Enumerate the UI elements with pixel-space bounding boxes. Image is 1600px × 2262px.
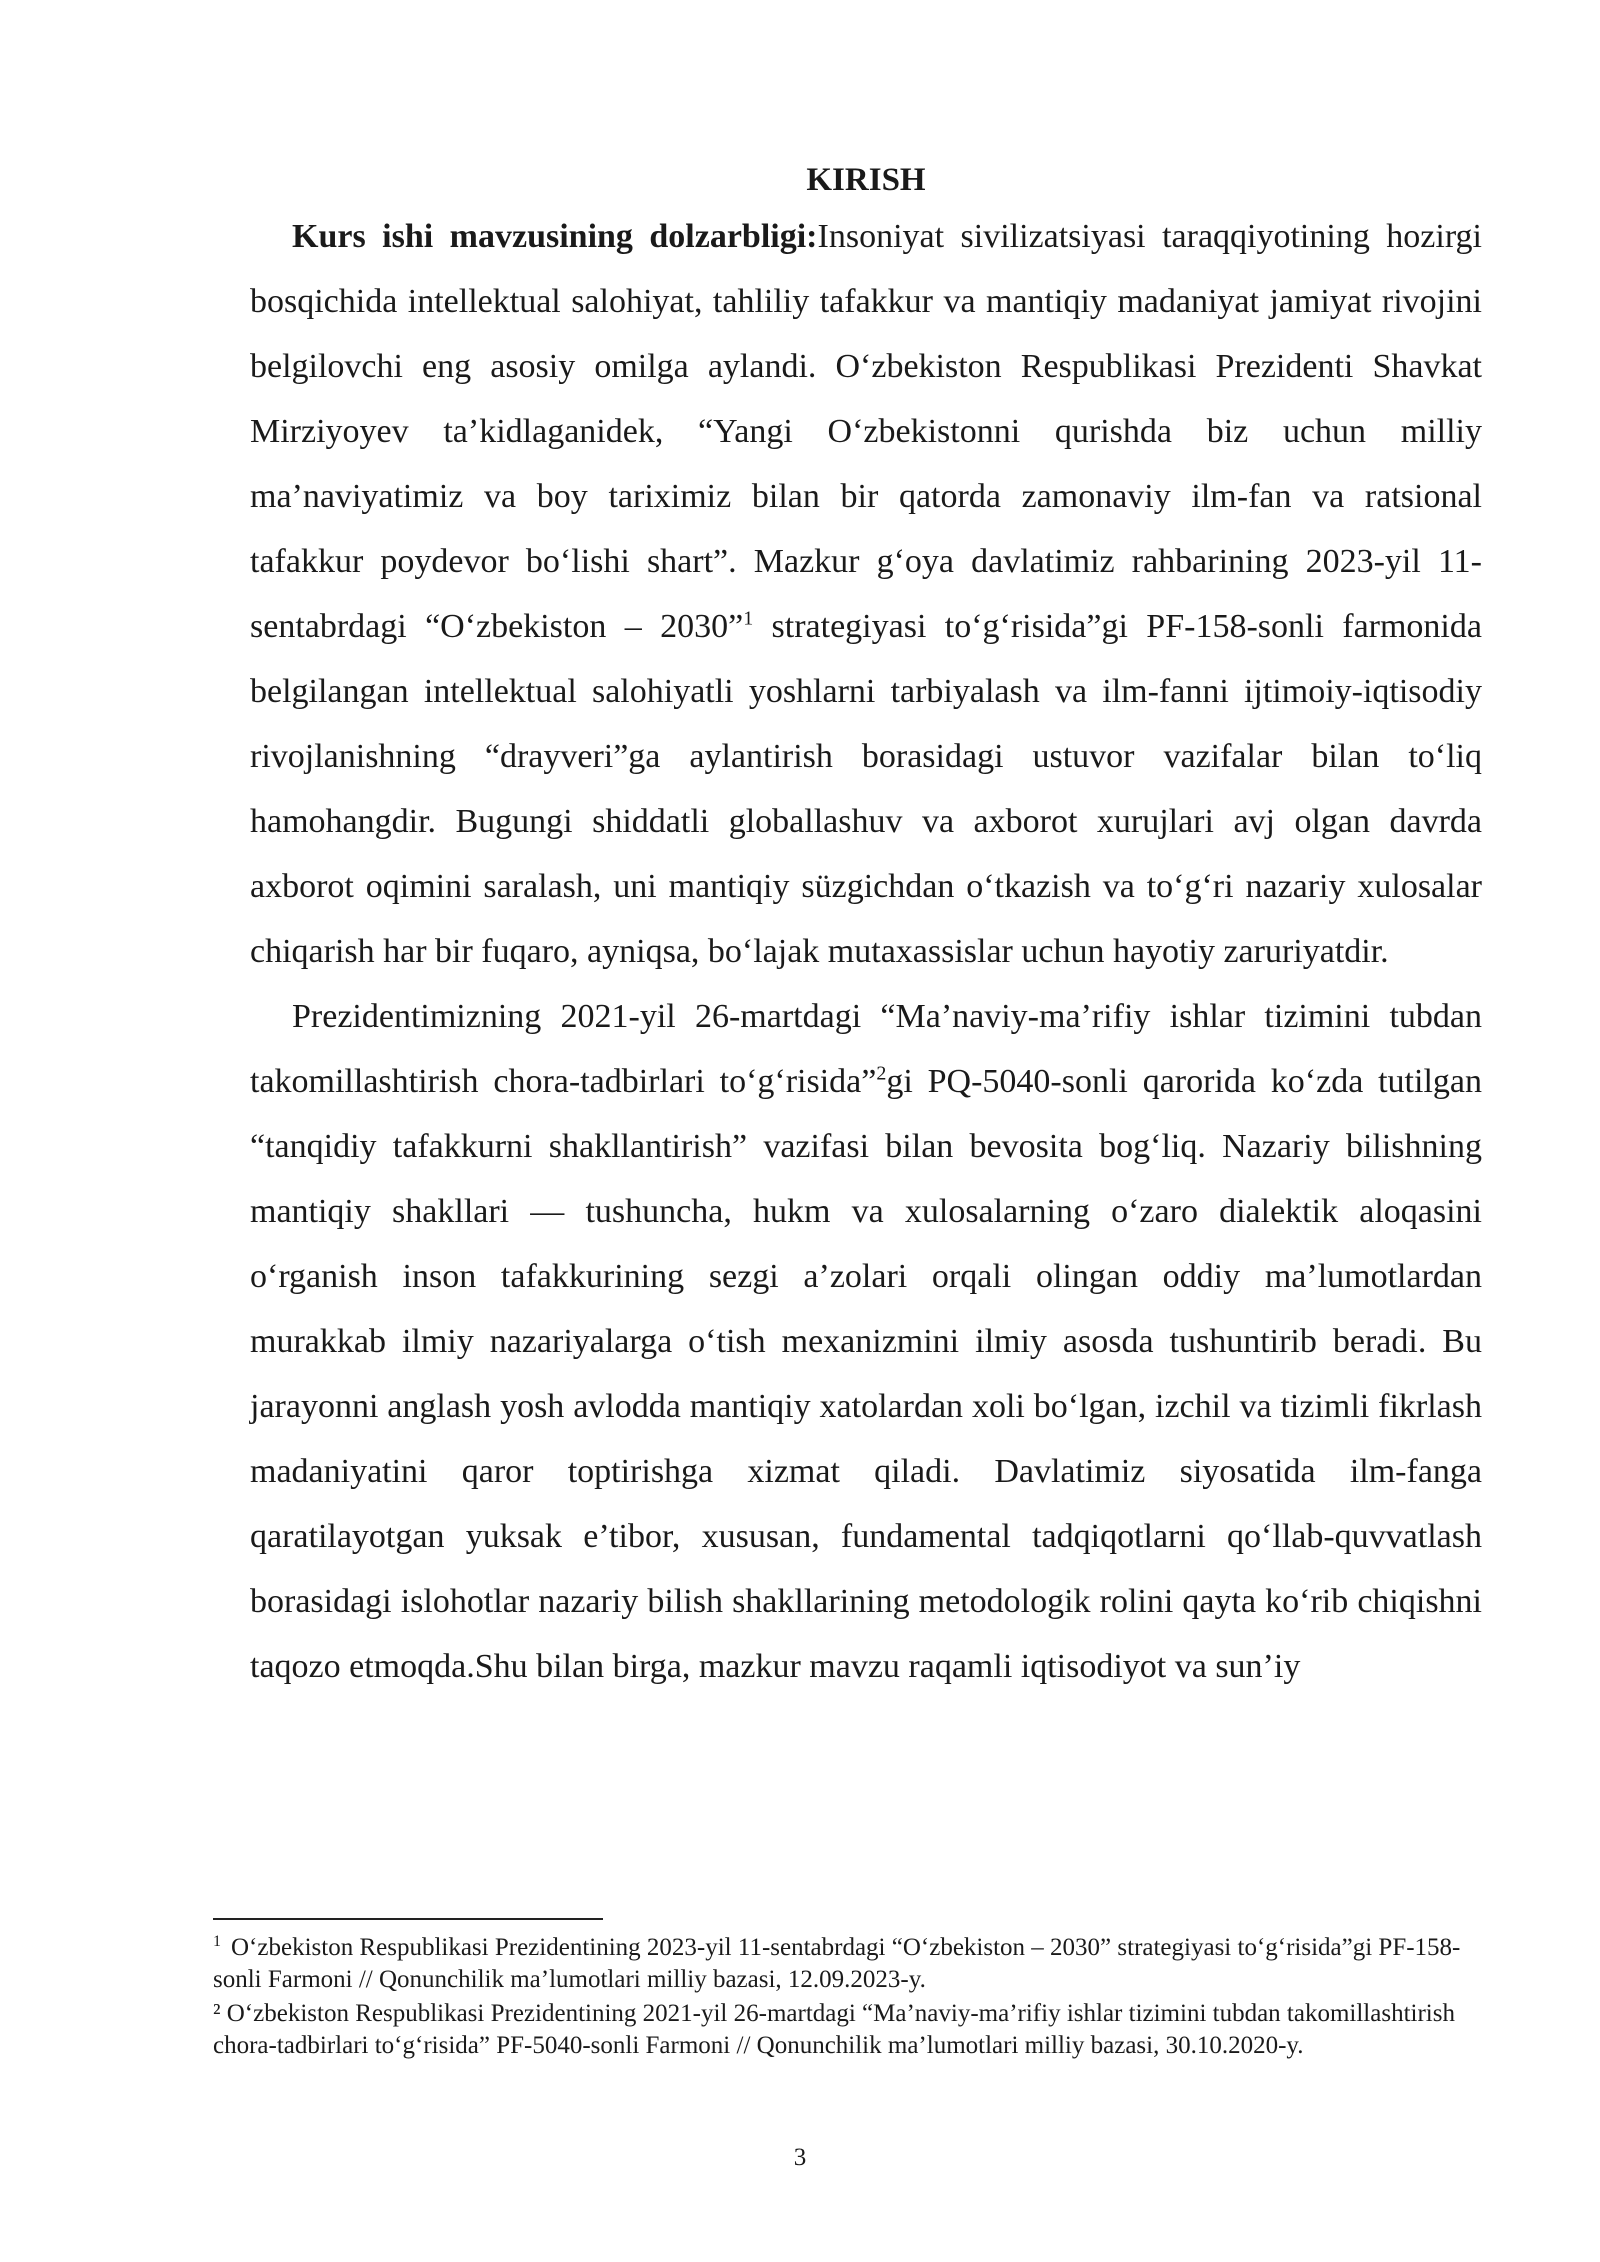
footnote-item bbox=[213, 1998, 1483, 2062]
paragraph-lead: Kurs ishi mavzusining dolzarbligi: bbox=[292, 218, 818, 255]
paragraph-text: gi PQ-5040-sonli qarorida ko‘zda tutilgan “tanqidiy tafakkurni shakllantirish” vazifasi bilan bevosita bog‘liq. Nazariy bilishning mantiqiy shakllari — tushuncha, hukm va xulosalarning o‘zaro dialektik aloqasini o‘rganish inson tafakkurining sezgi a’zolari orqali olingan oddiy ma’lumotlardan murakkab ilmiy nazariyalarga o‘tish mexanizmini ilmiy asosda tushuntirib beradi. Bu jarayonni anglash yosh avlodda mantiqiy xatolardan xoli bo‘lgan, izchil va tizimli fikrlash madaniyatini qaror toptirishga xizmat qiladi. Davlatimiz siyosatida ilm-fanga qaratilayotgan yuksak e’tibor, xususan, fundamental tadqiqotlarni qo‘llab-quvvatlash borasidagi islohotlar nazariy bilish shakllarining metodologik rolini qayta ko‘rib chiqishni taqozo etmoqda.Shu bilan birga, mazkur mavzu raqamli iqtisodiyot va sun’iy bbox=[250, 1063, 1482, 1685]
footnote-text: O‘zbekiston Respublikasi Prezidentining 2021-yil 26-martdagi “Ma’naviy-ma’rifiy ishlar tizimini tubdan takomillashtirish chora-tadbirlari to‘g‘risida” PF-5040-sonli Farmoni // Qonunchilik ma’lumotlari milliy bazasi, 30.10.2020-y. bbox=[213, 2000, 1455, 2059]
page-heading: KIRISH bbox=[806, 162, 926, 198]
footnote-reference[interactable]: 2 bbox=[876, 1062, 887, 1085]
paragraph-relevance bbox=[250, 204, 1482, 984]
footnote-reference[interactable]: 1 bbox=[743, 607, 754, 630]
footnote-mark: 1 bbox=[213, 1932, 221, 1950]
footnote-text: O‘zbekiston Respublikasi Prezidentining 2023-yil 11-sentabrdagi “O‘zbekiston – 2030” strategiyasi to‘g‘risida”gi PF-158-sonli Farmoni // Qonunchilik ma’lumotlari milliy bazasi, 12.09.2023-y. bbox=[213, 1934, 1461, 1993]
paragraph-text: Insoniyat sivilizatsiyasi taraqqiyotining hozirgi bosqichida intellektual salohiyat, tahliliy tafakkur va mantiqiy madaniyat jamiyat rivojini belgilovchi eng asosiy omilga aylandi. O‘zbekiston Respublikasi Prezidenti Shavkat Mirziyoyev ta’kidlaganidek, “Yangi O‘zbekistonni qurishda biz uchun milliy ma’naviyatimiz va boy tariximiz bilan bir qatorda zamonaviy ilm-fan va ratsional tafakkur poydevor bo‘lishi shart”. Mazkur g‘oya davlatimiz rahbarining 2023-yil 11-sentabrdagi “O‘zbekiston – 2030” bbox=[250, 218, 1482, 645]
footnote-divider bbox=[213, 1918, 603, 1920]
footnotes bbox=[213, 1932, 1483, 2064]
paragraph-text: strategiyasi to‘g‘risida”gi PF-158-sonli farmonida belgilangan intellektual salohiyatli yoshlarni tarbiyalash va ilm-fanni ijtimoiy-iqtisodiy rivojlanishning “drayveri”ga aylantirish borasidagi ustuvor vazifalar bilan to‘liq hamohangdir. Bugungi shiddatli globallashuv va axborot xurujlari avj olgan davrda axborot oqimini saralash, uni mantiqiy süzgichdan o‘tkazish va to‘g‘ri nazariy xulosalar chiqarish har bir fuqaro, ayniqsa, bo‘lajak mutaxassislar uchun hayotiy zaruriyatdir. bbox=[250, 608, 1482, 970]
page-number: 3 bbox=[793, 2144, 807, 2171]
paragraph-decree bbox=[250, 984, 1482, 1699]
footnote-mark: ² bbox=[213, 2000, 221, 2027]
page-body bbox=[250, 160, 1482, 1699]
paragraph-text: Prezidentimizning 2021-yil 26-martdagi “Ma’naviy-ma’rifiy ishlar tizimini tubdan takomillashtirish chora-tadbirlari to‘g‘risida” bbox=[250, 998, 1482, 1100]
footnote-item bbox=[213, 1932, 1483, 1996]
